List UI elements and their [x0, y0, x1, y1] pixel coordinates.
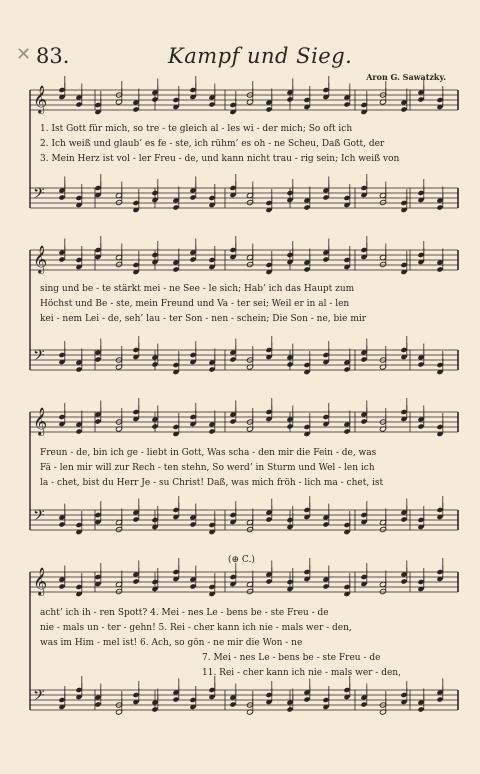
lyric-line: 2. Ich weiß und glaub’ es fe - ste, ich rühm’ es oh - ne Scheu, Daß Gott, der — [40, 139, 385, 149]
lyric-line: Freun - de, bin ich ge - liebt in Gott, Was scha - den mir die Fein - de, was — [40, 448, 377, 458]
lyric-line: Höchst und Be - ste, mein Freund und Va - ter sei; Weil er in al - len — [40, 299, 350, 309]
svg-text:𝄞: 𝄞 — [33, 567, 48, 595]
hymn-title: Kampf und Sieg. — [168, 44, 353, 68]
coda-marker: (⊕ C.) — [228, 555, 255, 565]
lyric-line: Fä - len mir will zur Rech - ten stehn, So werd’ in Sturm und Wel - len ich — [40, 463, 375, 473]
svg-text:𝄢: 𝄢 — [33, 347, 45, 368]
svg-text:𝄢: 𝄢 — [33, 687, 45, 708]
svg-text:𝄞: 𝄞 — [33, 407, 48, 435]
hymn-number: 83. — [36, 44, 70, 68]
lyric-line: kei - nem Lei - de, seh’ lau - ter Son - nen - schein; Die Son - ne, bie mir — [40, 314, 367, 324]
lyric-line: 3. Mein Herz ist vol - ler Freu - de, und kann nicht trau - rig sein; Ich weiß von — [40, 154, 400, 164]
lyric-line: nie - mals un - ter - gehn! 5. Rei - cher kann ich nie - mals wer - den, — [40, 623, 352, 633]
lyric-line: 11. Rei - cher kann ich nie - mals wer - den, — [202, 668, 401, 678]
svg-text:𝄢: 𝄢 — [33, 185, 45, 206]
svg-text:𝄞: 𝄞 — [33, 245, 48, 273]
lyric-line: la - chet, bist du Herr Je - su Christ! Daß, was mich fröh - lich ma - chet, ist — [40, 478, 384, 488]
lyric-line: 7. Mei - nes Le - bens be - ste Freu - de — [202, 653, 381, 663]
pencil-mark-icon: ✕ — [16, 44, 32, 65]
lyric-line: sing und be - te stärkt mei - ne See - le sich; Hab’ ich das Haupt zum — [40, 284, 355, 294]
lyric-line: was im Him - mel ist! 6. Ach, so gön - ne mir die Won - ne — [40, 638, 303, 648]
lyric-line: acht’ ich ih - ren Spott? 4. Mei - nes Le - bens be - ste Freu - de — [40, 608, 329, 618]
composer-credit: Aron G. Sawatzky. — [366, 72, 446, 82]
svg-text:𝄞: 𝄞 — [33, 85, 48, 113]
svg-text:𝄢: 𝄢 — [33, 507, 45, 528]
lyric-line: 1. Ist Gott für mich, so tre - te gleich al - les wi - der mich; So oft ich — [40, 124, 353, 134]
